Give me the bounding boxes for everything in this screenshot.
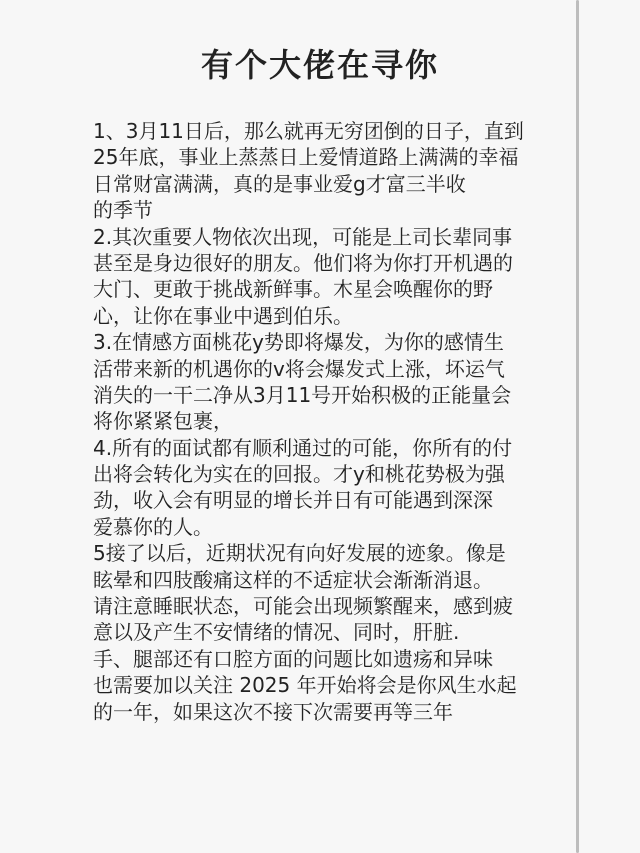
text-line: 眩晕和四肢酸痛这样的不适症状会渐渐消退。 bbox=[93, 567, 493, 592]
text-line: 活带来新的机遇你的v将会爆发式上涨，坏运气 bbox=[93, 356, 505, 381]
text-line: 劲，收入会有明显的增长并日有可能遇到深深 bbox=[93, 488, 493, 513]
text-line: 1、3月11日后，那么就再无穷团倒的日子，直到 bbox=[93, 119, 524, 143]
text-line: 请注意睡眠状态，可能会出现频繁醒来，感到疲 bbox=[93, 594, 513, 619]
text-line: 手、腿部还有口腔方面的问题比如遗疡和异味 bbox=[93, 646, 493, 671]
page-title: 有个大佬在寻你 bbox=[200, 46, 439, 84]
text-line: 消失的一干二净从3月11号开始积极的正能量会 bbox=[93, 382, 512, 407]
text-line: 出将会转化为实在的回报。才y和桃花势极为强 bbox=[93, 462, 505, 487]
text-line: 也需要加以关注 2025 年开始将会是你风生水起 bbox=[93, 673, 517, 698]
text-line: 大门、更敢于挑战新鲜事。木星会唤醒你的野 bbox=[93, 277, 493, 302]
text-line: 的一年，如果这次不接下次需要再等三年 bbox=[93, 699, 453, 724]
text-line: 4.所有的面试都有顺利通过的可能，你所有的付 bbox=[93, 435, 513, 460]
text-line: 3.在情感方面桃花y势即将爆发，为你的感情生 bbox=[93, 330, 504, 355]
text-line: 的季节 bbox=[93, 198, 153, 223]
text-line: 2.其次重要人物依次出现，可能是上司长辈同事 bbox=[93, 224, 513, 249]
vertical-scrollbar[interactable] bbox=[576, 0, 579, 853]
text-line: 心，让你在事业中遇到伯乐。 bbox=[93, 303, 353, 328]
text-line: 日常财富满满，真的是事业爱g才富三半收 bbox=[93, 171, 466, 196]
text-line: 甚至是身边很好的朋友。他们将为你打开机遇的 bbox=[93, 250, 513, 275]
text-line: 25年底，事业上蒸蒸日上爱情道路上满满的幸福 bbox=[93, 145, 519, 170]
text-line: 意以及产生不安情绪的情况、同时，肝脏. bbox=[93, 620, 460, 645]
article-body bbox=[93, 118, 553, 725]
text-line: 5接了以后，近期状况有向好发展的迹象。像是 bbox=[93, 541, 506, 566]
text-line: 将你紧紧包裹， bbox=[93, 409, 233, 434]
text-line: 爱慕你的人。 bbox=[93, 514, 213, 539]
